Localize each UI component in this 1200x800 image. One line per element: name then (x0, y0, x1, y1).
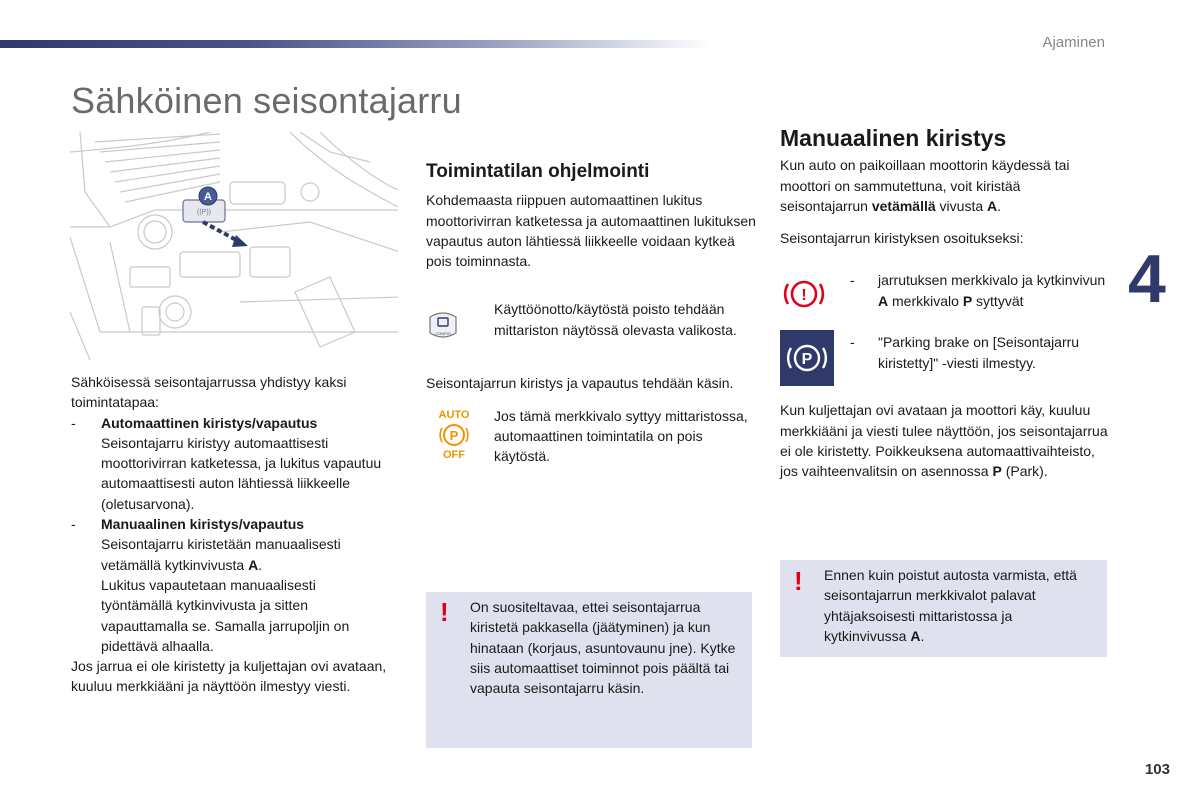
bold-ref: A (248, 556, 259, 573)
svg-text:((P)): ((P)) (197, 209, 211, 216)
svg-text:P: P (801, 351, 813, 369)
bold-ref: A (987, 197, 998, 214)
auto-off-text: Jos tämä merkkivalo syttyy mittaristossa, automaattinen toimintatila on pois käytöstä. (494, 407, 748, 465)
list-dash: - (850, 334, 855, 351)
bold-run: vetämällä (871, 197, 936, 214)
text-run: (Park). (1001, 463, 1048, 480)
programming-paragraph: Kohdemaasta riippuen automaattinen lukitus moottorivirran katketessa ja automaattinen lukituksen vapautus auton lähtiessä liikkeelle voidaan kytkeä pois toiminnasta. (426, 192, 756, 270)
manual-intro-paragraph (780, 155, 1110, 216)
list-dash: - (850, 272, 855, 289)
warning-exclamation-icon: ! (794, 566, 803, 596)
left-column (71, 372, 391, 697)
indication-intro: Seisontajarrun kiristyksen osoitukseksi: (780, 230, 1024, 247)
auto-off-indicator-row (426, 406, 756, 468)
auto-p-off-icon (432, 406, 476, 462)
svg-text:CONFIG: CONFIG (435, 331, 451, 337)
warning-box-frost (426, 592, 752, 748)
text-run: vivusta (935, 197, 988, 214)
intro-paragraph: Sähköisessä seisontajarrussa yhdistyy kaksi toimintatapaa: (71, 374, 347, 411)
parking-message-body: "Parking brake on [Seisontajarru kiristetty]" -viesti ilmestyy. (878, 334, 1080, 371)
parking-brake-p-icon (780, 330, 834, 386)
warning-box-leaving (780, 560, 1107, 657)
brake-light-row (780, 270, 1110, 332)
text-run: Kun kuljettajan ovi avataan ja moottori käy, kuuluu merkkiääni ja viesti tulee näyttöön, jos seisontajarrua ei ole kiristetty. Poikkeuksena automaattivaihteisto, jos vaihteenvalitsin on asennossa (780, 402, 1108, 480)
text-run: . (997, 197, 1002, 214)
list-item-body-end: . (258, 556, 263, 573)
door-open-paragraph (780, 400, 1110, 481)
warning-text (824, 565, 1094, 646)
parking-message-row (780, 332, 1110, 394)
warning-text: On suositeltavaa, ettei seisontajarrua kiristetä pakkasella (jäätyminen) ja kun hinataan (korjaus, asuntovaunu jne). Kytke siis automaattiset toiminnot pois päältä tai vapauta seisontajarru käsin. (470, 599, 736, 697)
header-gradient-bar (0, 40, 710, 48)
list-item-title: Manuaalinen kiristys/vapautus (101, 516, 305, 533)
menu-instruction (426, 299, 756, 361)
text-run: Ennen kuin poistut autosta varmista, että seisontajarrun merkkivalot palavat yhtäjaksoisesti mittaristossa ja kytkinvivussa (824, 567, 1077, 644)
svg-text:OFF: OFF (443, 448, 465, 461)
console-illustration (70, 132, 398, 360)
parking-message-text (850, 332, 1110, 373)
svg-text:!: ! (801, 287, 807, 305)
section-heading-manual: Manuaalinen kiristys (780, 125, 1007, 151)
right-column (780, 125, 1110, 482)
bold-ref: A (910, 627, 921, 644)
list-item-automatic (71, 413, 391, 514)
brake-warning-light-icon (780, 270, 828, 314)
section-label: Ajaminen (1042, 34, 1105, 51)
list-item-body: Seisontajarru kiristyy automaattisesti moottorivirran katketessa, ja lukitus vapautuu automaattisesti auton lähtiessä liikkeelle (oletusarvona). (101, 434, 382, 512)
page-number: 103 (1144, 761, 1170, 778)
callout-label-a: A (204, 191, 212, 203)
chapter-number: 4 (1128, 241, 1166, 317)
list-item-body: Seisontajarru kiristetään manuaalisesti vetämällä kytkinvivusta (101, 536, 341, 573)
outro-paragraph: Jos jarrua ei ole kiristetty ja kuljettajan ovi avataan, kuuluu merkkiääni ja näyttöön ilmestyy viesti. (71, 658, 387, 695)
list-item-manual (71, 514, 391, 656)
manual-paragraph: Seisontajarrun kiristys ja vapautus tehdään käsin. (426, 375, 734, 392)
list-item-title: Automaattinen kiristys/vapautus (101, 414, 318, 431)
list-item-body-2: Lukitus vapautetaan manuaalisesti työntämällä kytkinvivusta ja sitten vapauttamalla se. Samalla jarrupoljin on pidettävä alhaalla. (101, 576, 350, 654)
bold-ref: P (992, 463, 1002, 480)
svg-text:P: P (449, 427, 459, 443)
text-run: Kun auto on paikoillaan moottorin käydessä tai moottori on sammutettuna, voit kiristää seisontajarrun (780, 157, 1070, 214)
bold-ref: A (878, 292, 889, 309)
text-run: syttyvät (972, 292, 1024, 309)
brake-light-text (850, 270, 1110, 311)
list-dash: - (71, 414, 76, 431)
middle-column (426, 162, 756, 468)
menu-instruction-text: Käyttöönotto/käytöstä poisto tehdään mittariston näytössä olevasta valikosta. (494, 301, 737, 338)
section-heading-programming: Toimintatilan ohjelmointi (426, 161, 650, 182)
bold-ref: P (962, 292, 973, 309)
svg-text:AUTO: AUTO (438, 408, 470, 421)
page-title: Sähköinen seisontajarru (71, 80, 462, 121)
text-run: . (920, 627, 925, 644)
text-run: jarrutuksen merkkivalo ja kytkinvivun (878, 272, 1106, 289)
warning-exclamation-icon: ! (440, 597, 449, 627)
list-dash: - (71, 516, 76, 533)
config-button-icon (426, 307, 460, 341)
text-run: merkkivalo (888, 292, 963, 309)
